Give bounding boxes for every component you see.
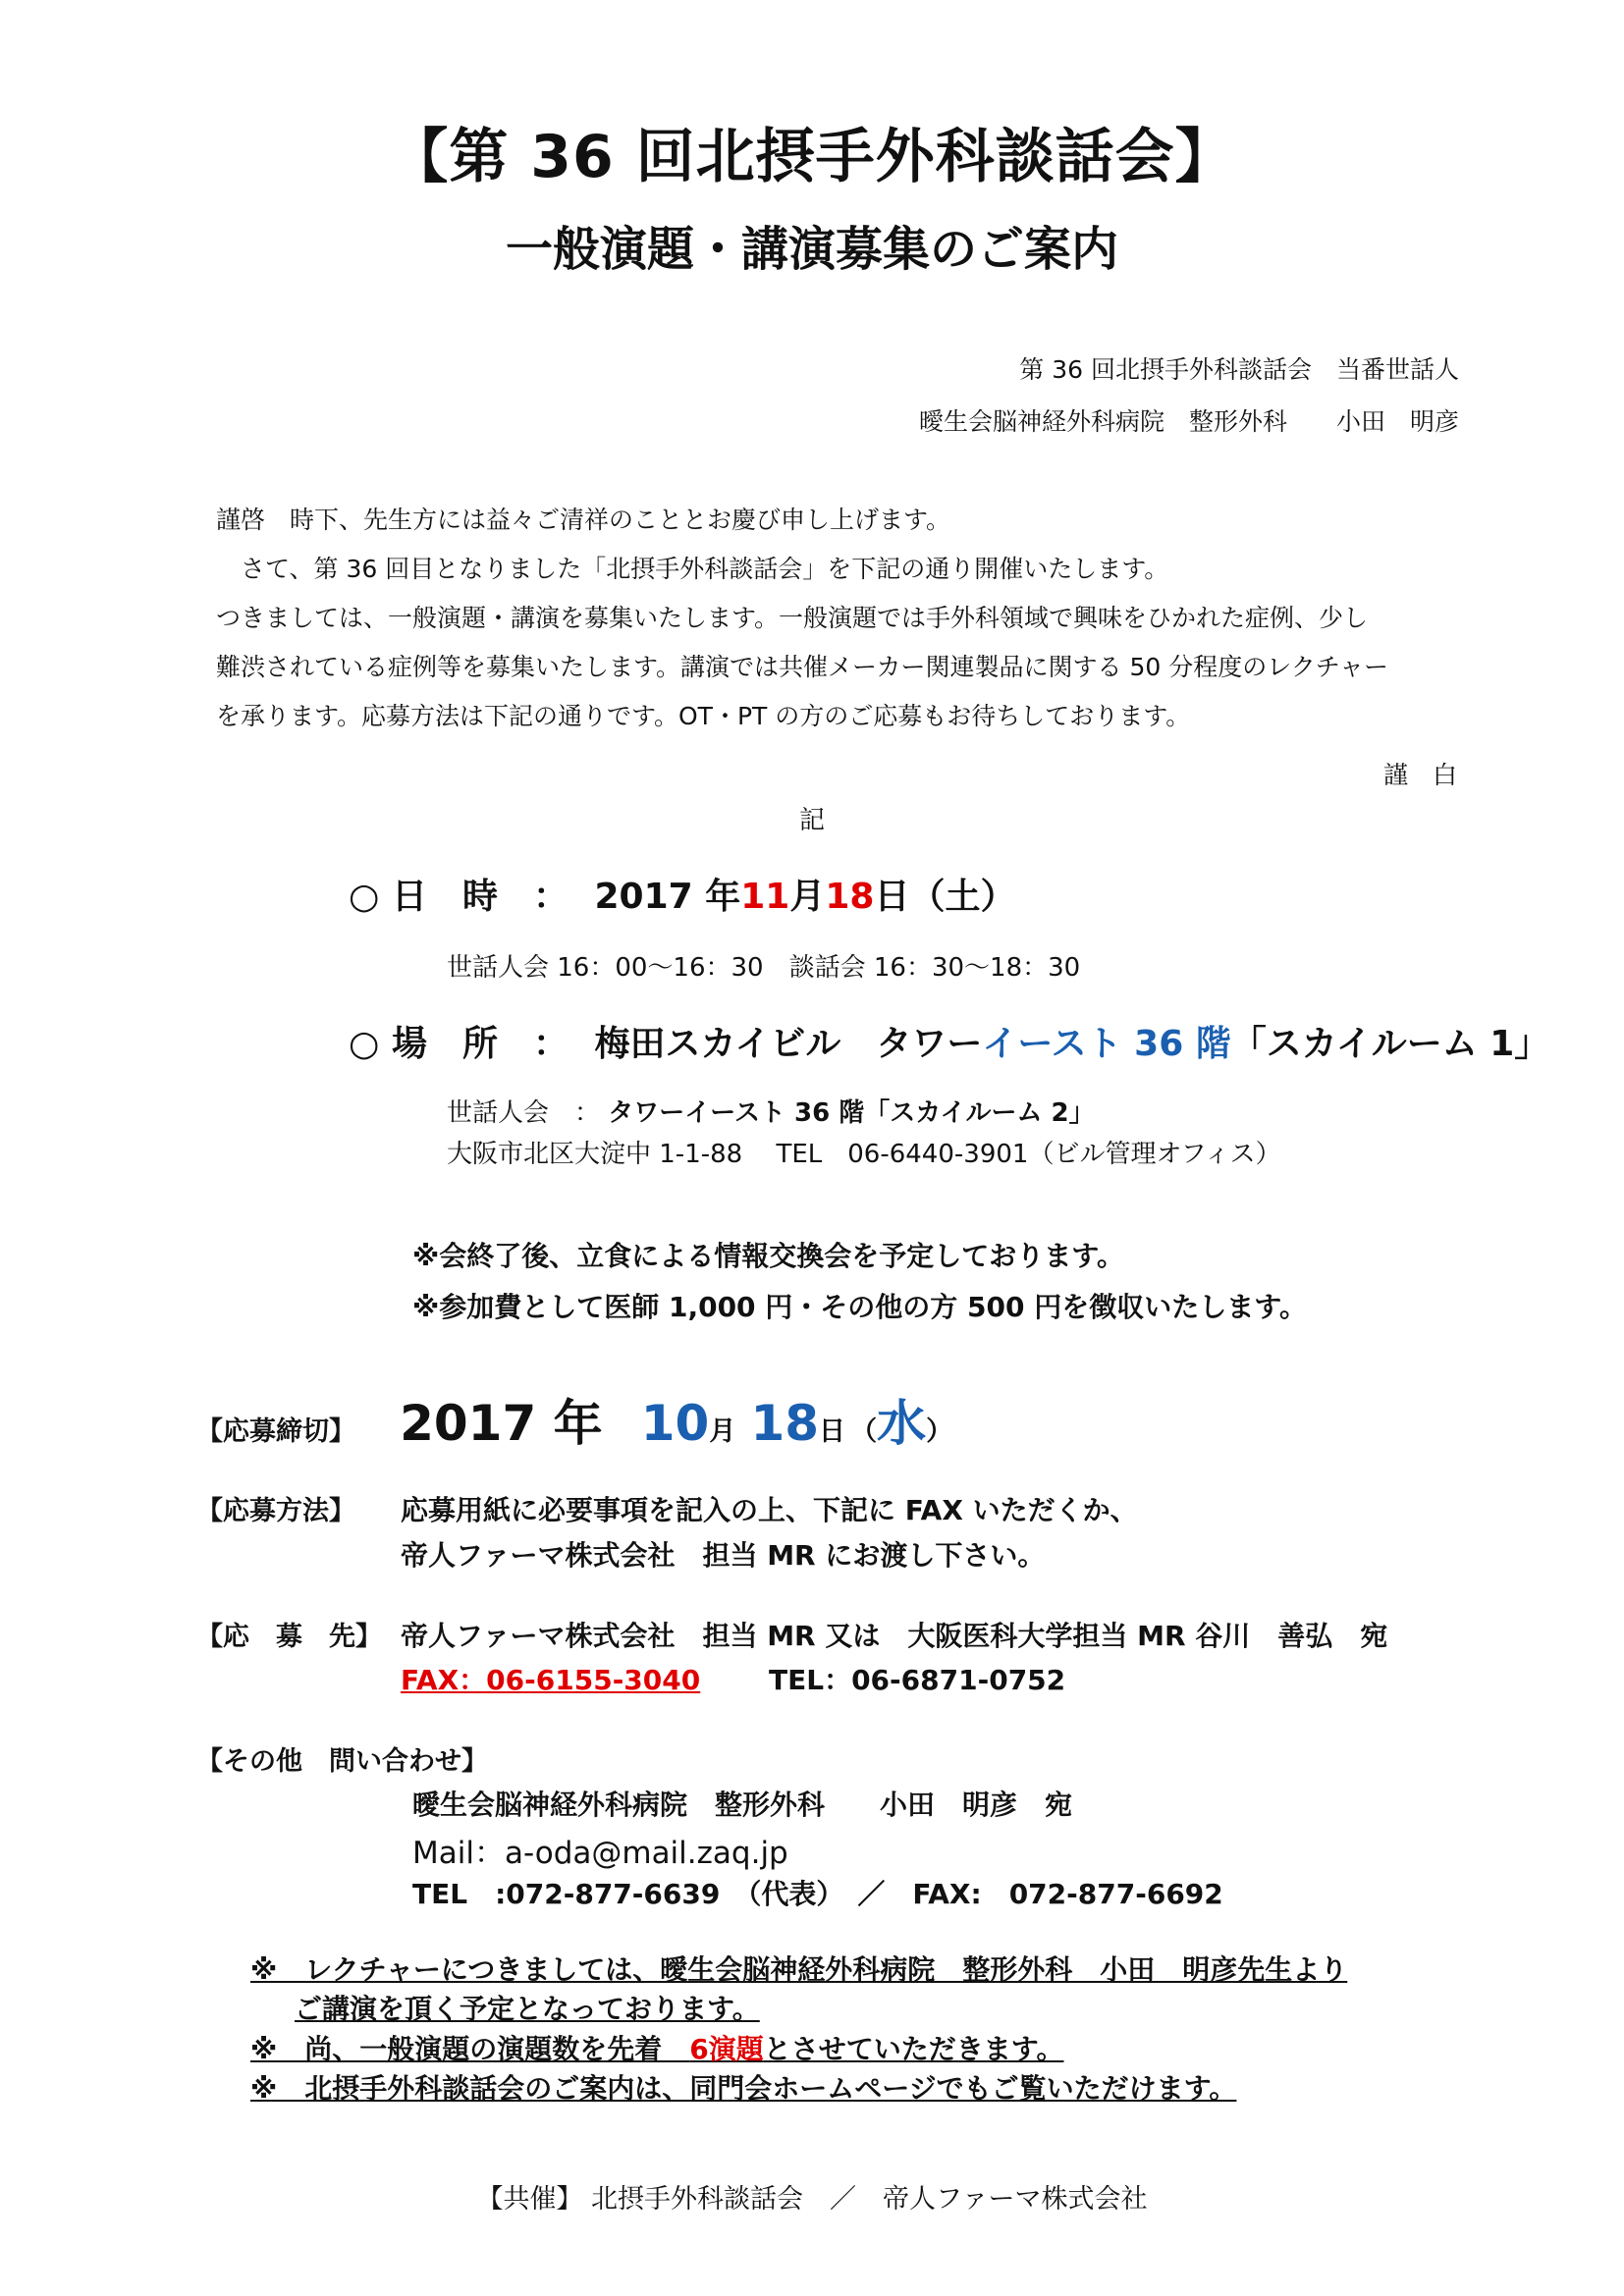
deadline-day: 18	[750, 1395, 820, 1452]
footnote-homepage: ※ 北摂手外科談話会のご案内は、同門会ホームページでもご覧いただけます。	[250, 2072, 1237, 2105]
deadline-label: 【応募締切】	[196, 1416, 355, 1447]
note-fee: ※参加費として医師 1,000 円・その他の方 500 円を徴収いたします。	[412, 1291, 1307, 1323]
datetime-schedule: 世話人会 16：00～16：30 談話会 16：30～18：30	[447, 953, 1081, 983]
organizer-line1: 第 36 回北摂手外科談話会 当番世話人	[1019, 355, 1459, 384]
contact-line1: 曖生会脳神経外科病院 整形外科 小田 明彦 宛	[412, 1789, 1073, 1821]
greeting-line: つきましては、一般演題・講演を募集いたします。一般演題では手外科領域で興味をひかれた症例、少し	[216, 604, 1369, 632]
deadline-row	[196, 1384, 952, 1455]
method-line2: 帝人ファーマ株式会社 担当 MR にお渡し下さい。	[401, 1539, 1046, 1572]
datetime-month-unit: 月	[789, 877, 826, 917]
destination-fax: FAX：06-6155-3040	[401, 1664, 701, 1696]
destination-fax-tel	[401, 1659, 1065, 1698]
organizer-line2: 曖生会脳神経外科病院 整形外科 小田 明彦	[918, 407, 1459, 436]
contact-tel-fax: TEL :072-877-6639 （代表） ／ FAX: 072-877-6692	[412, 1878, 1223, 1910]
footnote-lecture-line1: ※ レクチャーにつきましては、曖生会脳神経外科病院 整形外科 小田 明彦先生より	[250, 1953, 1348, 1986]
page-title: 【第 36 回北摂手外科談話会】	[389, 123, 1235, 191]
datetime-day: 18	[825, 877, 875, 917]
venue-floor: イースト 36 階	[982, 1024, 1231, 1064]
footnote-limit-post: とさせていただきます。	[763, 2033, 1064, 2065]
footnote-limit-count: 6演題	[689, 2033, 764, 2065]
method-line1: 応募用紙に必要事項を記入の上、下記に FAX いただくか、	[401, 1494, 1138, 1526]
deadline-month: 10	[640, 1395, 710, 1452]
deadline-day-unit: 日	[819, 1416, 846, 1447]
deadline-weekday: 水	[877, 1395, 927, 1452]
contact-label: 【その他 問い合わせ】	[196, 1746, 488, 1777]
datetime-year: 2017 年	[594, 877, 741, 917]
deadline-open-paren: （	[850, 1416, 878, 1447]
page-subtitle: 一般演題・講演募集のご案内	[505, 222, 1118, 277]
footnote-lecture-line2: ご講演を頂く予定となっております。	[295, 1993, 760, 2025]
venue-label: ○ 場 所 ：	[349, 1024, 568, 1064]
datetime-day-unit: 日	[874, 877, 910, 917]
ki-heading: 記	[798, 806, 825, 835]
destination-tel: TEL：06-6871-0752	[769, 1664, 1066, 1696]
note-reception: ※会終了後、立食による情報交換会を予定しております。	[412, 1240, 1124, 1272]
greeting-line: さて、第 36 回目となりました「北摂手外科談話会」を下記の通り開催いたします。	[216, 555, 1169, 583]
datetime-label: ○ 日 時 ：	[349, 877, 568, 917]
method-label: 【応募方法】	[196, 1496, 355, 1526]
venue-sub1	[447, 1093, 1095, 1129]
destination-line1: 帝人ファーマ株式会社 担当 MR 又は 大阪医科大学担当 MR 谷川 善弘 宛	[401, 1620, 1388, 1652]
footnote-limit	[250, 2028, 1063, 2067]
contact-mail: Mail：a-oda@mail.zaq.jp	[412, 1836, 788, 1871]
greeting-line: を承ります。応募方法は下記の通りです。OT・PT の方のご応募もお待ちしております。	[216, 702, 1191, 730]
venue-address: 大阪市北区大淀中 1-1-88 TEL 06-6440-3901（ビル管理オフィス）	[447, 1140, 1281, 1169]
datetime-month: 11	[740, 877, 790, 917]
venue-sub1-label: 世話人会 ：	[447, 1098, 601, 1128]
footnote-limit-pre: ※ 尚、一般演題の演題数を先着	[250, 2033, 690, 2065]
deadline-year: 2017 年	[400, 1395, 603, 1452]
datetime-row	[349, 869, 1016, 919]
closing-text: 謹 白	[1382, 761, 1457, 789]
deadline-close-paren: ）	[926, 1416, 953, 1447]
venue-sub1-value: タワーイースト 36 階「スカイルーム 2」	[608, 1098, 1095, 1128]
venue-name: 梅田スカイビル タワー	[594, 1024, 983, 1064]
destination-label: 【応 募 先】	[196, 1622, 382, 1652]
greeting-paragraph	[216, 496, 1388, 741]
datetime-weekday: （土）	[909, 877, 1016, 917]
venue-room: 「スカイルーム 1」	[1230, 1024, 1550, 1064]
venue-row	[349, 1016, 1549, 1066]
greeting-line: 難渋されている症例等を募集いたします。講演では共催メーカー関連製品に関する 50 分程度のレクチャー	[216, 653, 1388, 681]
deadline-month-unit: 月	[709, 1416, 736, 1447]
greeting-line: 謹啓 時下、先生方には益々ご清祥のこととお慶び申し上げます。	[216, 506, 951, 534]
cohost-line: 【共催】 北摂手外科談話会 ／ 帝人ファーマ株式会社	[476, 2184, 1148, 2215]
